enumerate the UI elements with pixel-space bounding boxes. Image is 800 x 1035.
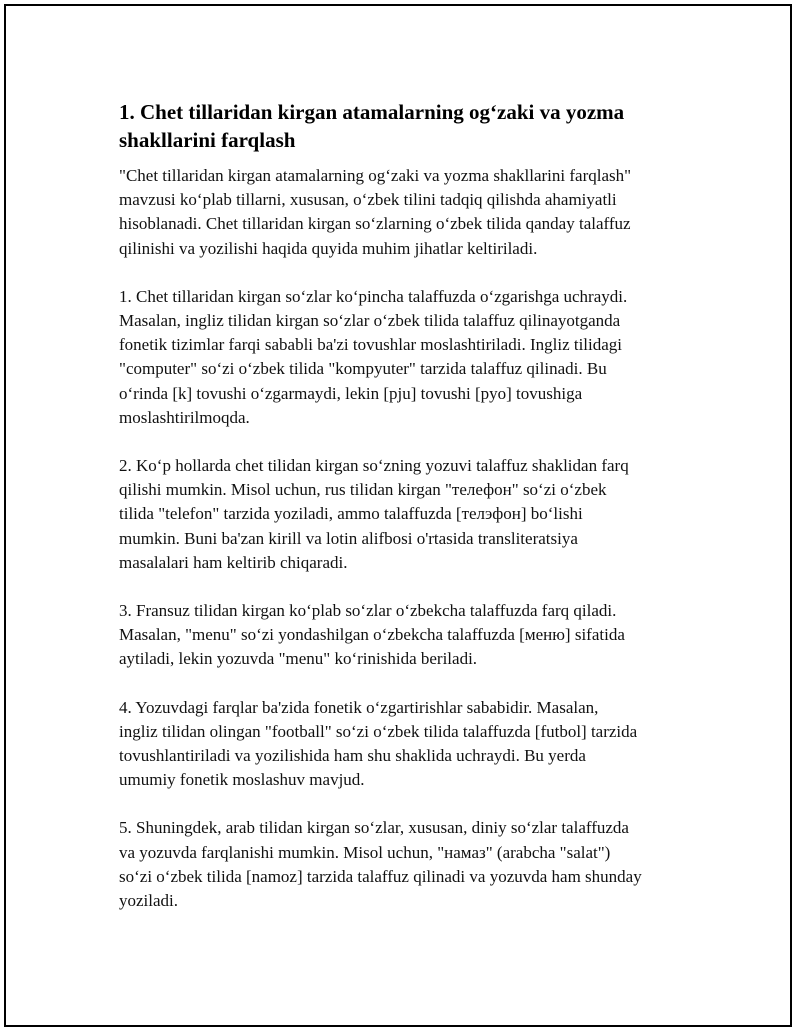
document-title: 1. Chet tillaridan kirgan atamalarning og‘zaki va yozma shakllarini farqlash <box>119 100 625 152</box>
paragraph-point-5: 5. Shuningdek, arab tilidan kirgan so‘zlar, xususan, diniy so‘zlar talaffuzda va yozuvda farqlanishi mumkin. Misol uchun, "намаз" (arabcha "salat") so‘zi o‘zbek tilida [namoz] tarzida talaffuz qilinadi va yozuvda ham shunday yoziladi. <box>119 818 642 911</box>
intro-paragraph: "Chet tillaridan kirgan atamalarning og‘zaki va yozma shakllarini farqlash" mavzusi ko‘plab tillarni, xususan, o‘zbek tilini tadqiq qilishda ahamiyatli hisoblanadi. Chet tillaridan kirgan so‘zlarning o‘zbek tilida qanday talaffuz qilinishi va yozilishi haqida quyida muhim jihatlar keltiriladi. <box>119 166 632 258</box>
paragraph-point-2: 2. Ko‘p hollarda chet tilidan kirgan so‘zning yozuvi talaffuz shaklidan farq qilishi mumkin. Misol uchun, rus tilidan kirgan "телефон" so‘zi o‘zbek tilida "telefon" tarzida yoziladi, ammo talaffuzda [телэфон] bo‘lishi mumkin. Buni ba'zan kirill va lotin alifbosi o'rtasida transliteratsiya masalalari ham keltirib chiqaradi. <box>119 456 629 572</box>
page-frame <box>4 4 792 1027</box>
paragraph-point-4: 4. Yozuvdagi farqlar ba'zida fonetik o‘zgartirishlar sababidir. Masalan, ingliz tilidan olingan "football" so‘zi o‘zbek tilida talaffuzda [futbol] tarzida tovushlantiriladi va yozilishida ham shu shaklida uchraydi. Bu yerda umumiy fonetik moslashuv mavjud. <box>119 697 638 790</box>
paragraph-point-3: 3. Fransuz tilidan kirgan ko‘plab so‘zlar o‘zbekcha talaffuzda farq qiladi. Masalan, "menu" so‘zi yondashilgan o‘zbekcha talaffuzda [меню] sifatida aytiladi, lekin yozuvda "menu" ko‘rinishida beriladi. <box>119 601 625 669</box>
document-body <box>119 98 699 937</box>
paragraph-point-1: 1. Chet tillaridan kirgan so‘zlar ko‘pincha talaffuzda o‘zgarishga uchraydi. Masalan, ingliz tilidan kirgan so‘zlar o‘zbek tilida talaffuz qilinayotganda fonetik tizimlar farqi sababli ba'zi tovushlar moslashtiriladi. Ingliz tilidagi "computer" so‘zi o‘zbek tilida "kompyuter" tarzida talaffuz qilinadi. Bu o‘rinda [k] tovushi o‘zgarmaydi, lekin [pju] tovushi [pyo] tovushiga moslashtirilmoqda. <box>119 286 628 427</box>
